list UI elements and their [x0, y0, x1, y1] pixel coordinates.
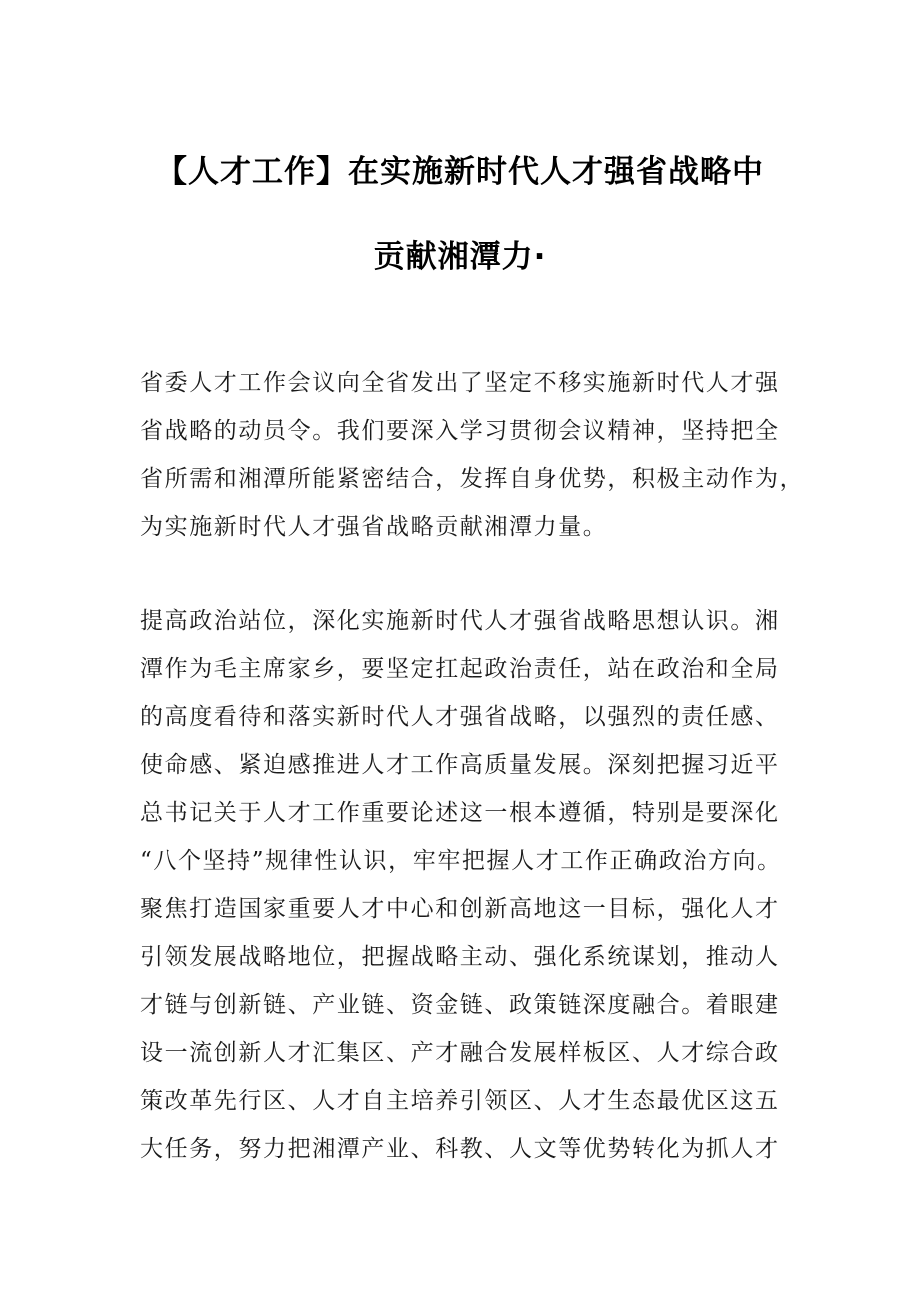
text-line: 总书记关于人才工作重要论述这一根本遵循，特别是要深化 [140, 800, 780, 826]
text-line: 为实施新时代人才强省战略贡献湘潭力量。 [140, 514, 608, 540]
text-line: 使命感、紧迫感推进人才工作高质量发展。深刻把握习近平 [140, 752, 780, 778]
text-line: 省战略的动员令。我们要深入学习贯彻会议精神，坚持把全 [140, 418, 780, 444]
text-line: 聚焦打造国家重要人才中心和创新高地这一目标，强化人才 [140, 896, 780, 922]
paragraph-intro [140, 359, 820, 551]
text-line: 策改革先行区、人才自主培养引领区、人才生态最优区这五 [140, 1088, 780, 1114]
text-line: 省委人才工作会议向全省发出了坚定不移实施新时代人才强 [140, 370, 780, 396]
text-line: 引领发展战略地位，把握战略主动、强化系统谋划，推动人 [140, 944, 780, 970]
text-line: 提高政治站位，深化实施新时代人才强省战略思想认识。湘 [140, 608, 780, 634]
text-line: 才链与创新链、产业链、资金链、政策链深度融合。着眼建 [140, 992, 780, 1018]
text-line: 潭作为毛主席家乡，要坚定扛起政治责任，站在政治和全局 [140, 656, 780, 682]
text-line: 省所需和湘潭所能紧密结合，发挥自身优势，积极主动作为， [140, 466, 805, 492]
paragraph-political-standing [140, 597, 820, 1173]
text-line: 设一流创新人才汇集区、产才融合发展样板区、人才综合政 [140, 1040, 780, 1066]
text-line: “八个坚持”规律性认识，牢牢把握人才工作正确政治方向。 [140, 848, 782, 874]
page-title-line-1: 【人才工作】在实施新时代人才强省战略中 [156, 154, 764, 190]
text-line: 大任务，努力把湘潭产业、科教、人文等优势转化为抓人才 [140, 1136, 780, 1162]
text-line: 的高度看待和落实新时代人才强省战略，以强烈的责任感、 [140, 704, 780, 730]
page-title-line-2: 贡献湘潭力· [373, 239, 547, 275]
